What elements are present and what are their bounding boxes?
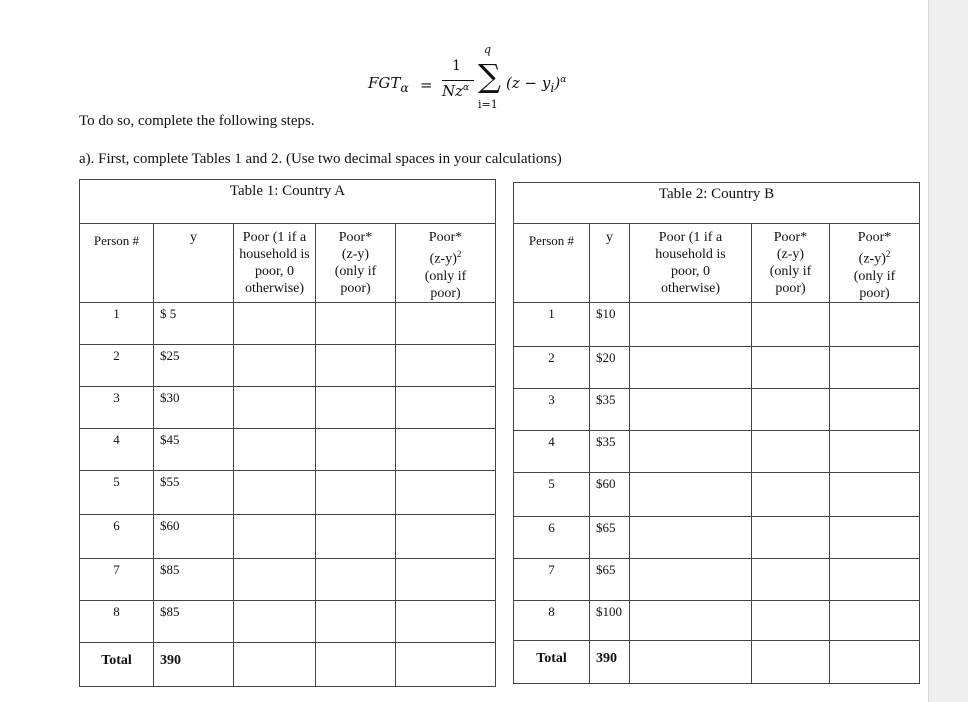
income-value: $20	[590, 346, 630, 388]
empty-answer-cell[interactable]	[234, 600, 316, 642]
income-value: $ 5	[154, 302, 234, 344]
empty-answer-cell[interactable]	[830, 472, 920, 516]
empty-answer-cell[interactable]	[630, 430, 752, 472]
table-row	[514, 472, 920, 516]
formula-lhs: $FGT_\alpha$	[368, 74, 409, 95]
table2-header-poor-zy: Poor* (z-y) (only if poor)	[752, 224, 830, 303]
table-country-a	[79, 179, 496, 687]
empty-answer-cell[interactable]	[396, 344, 496, 386]
table-row	[514, 346, 920, 388]
income-value: $60	[154, 514, 234, 558]
empty-answer-cell[interactable]	[752, 302, 830, 346]
instructions-text: To do so, complete the following steps.	[79, 113, 315, 129]
table-row	[514, 302, 920, 346]
table-row	[80, 344, 496, 386]
formula-denominator: $Nz^\alpha$	[442, 82, 470, 100]
table-row	[80, 428, 496, 470]
table2-total-cell[interactable]	[752, 640, 830, 683]
person-number: 8	[80, 600, 154, 642]
empty-answer-cell[interactable]	[752, 346, 830, 388]
empty-answer-cell[interactable]	[830, 558, 920, 600]
table-row	[80, 514, 496, 558]
empty-answer-cell[interactable]	[630, 472, 752, 516]
empty-answer-cell[interactable]	[752, 516, 830, 558]
empty-answer-cell[interactable]	[316, 302, 396, 344]
table2-header-poor-zy2: Poor* $(z-y)^2$ (only if poor)	[830, 224, 920, 303]
income-value: $30	[154, 386, 234, 428]
income-value: $65	[590, 516, 630, 558]
table1-header-y: y	[154, 224, 234, 303]
income-value: $25	[154, 344, 234, 386]
table-country-b	[513, 182, 920, 684]
empty-answer-cell[interactable]	[316, 428, 396, 470]
empty-answer-cell[interactable]	[234, 344, 316, 386]
table1-total-value: 390	[154, 642, 234, 686]
empty-answer-cell[interactable]	[630, 302, 752, 346]
income-value: $100	[590, 600, 630, 640]
empty-answer-cell[interactable]	[316, 558, 396, 600]
empty-answer-cell[interactable]	[752, 430, 830, 472]
table2-header-poor: Poor (1 if a household is poor, 0 otherwise)	[630, 224, 752, 303]
empty-answer-cell[interactable]	[630, 388, 752, 430]
empty-answer-cell[interactable]	[396, 600, 496, 642]
formula-numerator: 1	[452, 58, 461, 74]
empty-answer-cell[interactable]	[316, 344, 396, 386]
empty-answer-cell[interactable]	[830, 388, 920, 430]
table-row	[80, 302, 496, 344]
income-value: $85	[154, 600, 234, 642]
table-row	[80, 558, 496, 600]
empty-answer-cell[interactable]	[234, 386, 316, 428]
empty-answer-cell[interactable]	[830, 516, 920, 558]
income-value: $45	[154, 428, 234, 470]
income-value: $65	[590, 558, 630, 600]
empty-answer-cell[interactable]	[316, 600, 396, 642]
table2-header-person: Person #	[514, 224, 590, 303]
table2-caption: Table 2: Country B	[514, 183, 920, 224]
income-value: $35	[590, 388, 630, 430]
person-number: 2	[514, 346, 590, 388]
person-number: 4	[514, 430, 590, 472]
table-row	[514, 430, 920, 472]
table-row	[514, 558, 920, 600]
empty-answer-cell[interactable]	[396, 514, 496, 558]
empty-answer-cell[interactable]	[752, 472, 830, 516]
formula-term: $(z - y_i)^\alpha$	[506, 74, 567, 95]
table1-header-poor-zy2: Poor* $(z-y)^2$ (only if poor)	[396, 224, 496, 303]
table-row	[514, 516, 920, 558]
person-number: 5	[514, 472, 590, 516]
person-number: 4	[80, 428, 154, 470]
table1-total-cell[interactable]	[396, 642, 496, 686]
empty-answer-cell[interactable]	[234, 470, 316, 514]
person-number: 6	[514, 516, 590, 558]
fgt-formula	[368, 40, 608, 120]
table1-total-cell[interactable]	[234, 642, 316, 686]
table-row	[514, 600, 920, 640]
table1-total-cell[interactable]	[316, 642, 396, 686]
table2-total-cell[interactable]	[630, 640, 752, 683]
empty-answer-cell[interactable]	[396, 470, 496, 514]
empty-answer-cell[interactable]	[830, 600, 920, 640]
empty-answer-cell[interactable]	[396, 302, 496, 344]
person-number: 7	[80, 558, 154, 600]
empty-answer-cell[interactable]	[396, 386, 496, 428]
empty-answer-cell[interactable]	[396, 558, 496, 600]
table1-header-person: Person #	[80, 224, 154, 303]
table2-header-y: y	[590, 224, 630, 303]
empty-answer-cell[interactable]	[630, 346, 752, 388]
table1-total-label: Total	[80, 642, 154, 686]
table1-header-poor-zy: Poor* (z-y) (only if poor)	[316, 224, 396, 303]
table-row	[80, 600, 496, 642]
empty-answer-cell[interactable]	[830, 430, 920, 472]
person-number: 3	[80, 386, 154, 428]
empty-answer-cell[interactable]	[316, 386, 396, 428]
table1-header-poor: Poor (1 if a household is poor, 0 otherwise)	[234, 224, 316, 303]
formula-lower-limit: i=1	[478, 98, 498, 111]
formula-upper-limit: q	[484, 43, 492, 56]
table-row	[514, 388, 920, 430]
empty-answer-cell[interactable]	[752, 600, 830, 640]
person-number: 8	[514, 600, 590, 640]
window-right-margin	[928, 0, 968, 702]
income-value: $55	[154, 470, 234, 514]
empty-answer-cell[interactable]	[630, 558, 752, 600]
person-number: 6	[80, 514, 154, 558]
formula-fraction-bar	[442, 80, 474, 81]
empty-answer-cell[interactable]	[830, 302, 920, 346]
person-number: 2	[80, 344, 154, 386]
person-number: 5	[80, 470, 154, 514]
person-number: 1	[80, 302, 154, 344]
step-a-text: a). First, complete Tables 1 and 2. (Use two decimal spaces in your calculations)	[79, 151, 562, 167]
person-number: 3	[514, 388, 590, 430]
table-row	[80, 386, 496, 428]
table2-total-cell[interactable]	[830, 640, 920, 683]
income-value: $35	[590, 430, 630, 472]
table1-caption: Table 1: Country A	[80, 180, 496, 224]
income-value: $10	[590, 302, 630, 346]
person-number: 1	[514, 302, 590, 346]
formula-equals: =	[420, 76, 433, 94]
empty-answer-cell[interactable]	[234, 514, 316, 558]
empty-answer-cell[interactable]	[234, 302, 316, 344]
empty-answer-cell[interactable]	[630, 516, 752, 558]
person-number: 7	[514, 558, 590, 600]
empty-answer-cell[interactable]	[396, 428, 496, 470]
empty-answer-cell[interactable]	[234, 558, 316, 600]
table-row	[80, 470, 496, 514]
empty-answer-cell[interactable]	[630, 600, 752, 640]
income-value: $85	[154, 558, 234, 600]
empty-answer-cell[interactable]	[316, 470, 396, 514]
empty-answer-cell[interactable]	[752, 558, 830, 600]
empty-answer-cell[interactable]	[830, 346, 920, 388]
income-value: $60	[590, 472, 630, 516]
empty-answer-cell[interactable]	[752, 388, 830, 430]
sigma-icon: ∑	[478, 57, 501, 95]
empty-answer-cell[interactable]	[234, 428, 316, 470]
table2-total-value: 390	[590, 640, 630, 683]
empty-answer-cell[interactable]	[316, 514, 396, 558]
table2-total-label: Total	[514, 640, 590, 683]
